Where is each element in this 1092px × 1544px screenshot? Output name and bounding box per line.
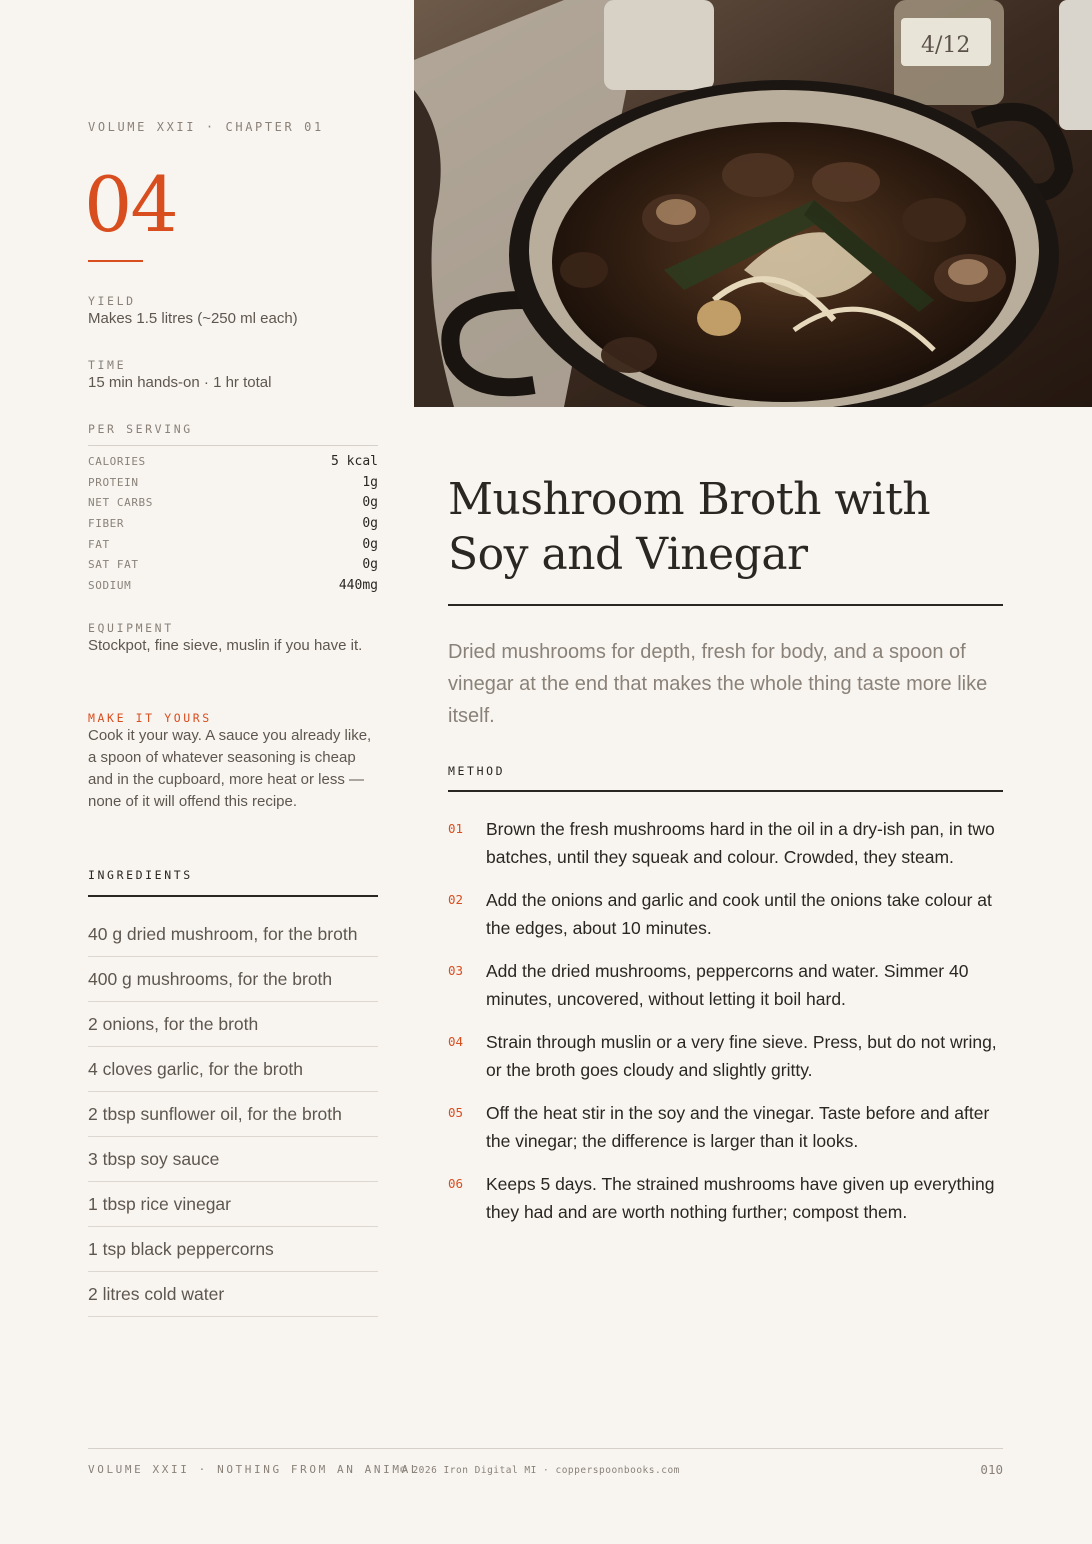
accent-rule [88, 260, 143, 262]
nutrition-name: FAT [88, 537, 110, 551]
method-step [448, 816, 1003, 871]
hero-photo [414, 0, 1092, 407]
method-step [448, 958, 1003, 1013]
nutrition-value: 0g [362, 536, 378, 552]
nutrition-value: 440mg [338, 578, 378, 594]
method-steps [448, 816, 1003, 1242]
method-heading: METHOD [448, 764, 506, 778]
method-rule [448, 790, 1003, 792]
equipment-label: EQUIPMENT [88, 621, 174, 635]
step-number: 03 [448, 963, 464, 978]
step-text: Add the dried mushrooms, peppercorns and water. Simmer 40 minutes, uncovered, without letting it boil hard. [486, 961, 969, 1009]
make-it-yours-block [88, 711, 378, 813]
make-it-yours-label: MAKE IT YOURS [88, 711, 212, 725]
ingredients-list [88, 897, 378, 1317]
nutrition-value: 0g [362, 557, 378, 573]
nutrition-name: SAT FAT [88, 558, 139, 572]
nutrition-row [88, 557, 378, 578]
step-text: Keeps 5 days. The strained mushrooms have given up everything they had and are worth nothing further; compost them. [486, 1174, 995, 1222]
ingredient-item: 40 g dried mushroom, for the broth [88, 897, 378, 957]
step-text: Off the heat stir in the soy and the vinegar. Taste before and after the vinegar; the difference is larger than it looks. [486, 1103, 990, 1151]
nutrition-name: NET CARBS [88, 496, 154, 510]
step-number: 04 [448, 1034, 464, 1049]
step-number: 01 [448, 821, 464, 836]
make-it-yours-text: Cook it your way. A sauce you already like, a spoon of whatever seasoning is cheap and in the cupboard, more heat or less — none of it will offend this recipe. [88, 727, 372, 810]
title-rule [448, 604, 1003, 606]
equipment-block [88, 621, 378, 657]
nutrition-name: PROTEIN [88, 475, 139, 489]
nutrition-row [88, 475, 378, 496]
method-step [448, 1029, 1003, 1084]
jar-label: 4/12 [921, 33, 971, 58]
method-step [448, 1171, 1003, 1226]
nutrition-value: 1g [362, 474, 378, 490]
yield-block [88, 294, 378, 330]
ingredient-item: 4 cloves garlic, for the broth [88, 1047, 378, 1092]
time-label: TIME [88, 358, 127, 372]
equipment-value: Stockpot, fine sieve, muslin if you have it. [88, 637, 363, 654]
ingredient-item: 1 tsp black peppercorns [88, 1227, 378, 1272]
ingredient-item: 3 tbsp soy sauce [88, 1137, 378, 1182]
method-step [448, 887, 1003, 942]
nutrition-value: 0g [362, 495, 378, 511]
ingredient-item: 2 tbsp sunflower oil, for the broth [88, 1092, 378, 1137]
ingredient-item: 1 tbsp rice vinegar [88, 1182, 378, 1227]
time-block [88, 358, 378, 394]
time-value: 15 min hands-on · 1 hr total [88, 374, 272, 391]
nutrition-name: FIBER [88, 517, 125, 531]
ingredient-item: 400 g mushrooms, for the broth [88, 957, 378, 1002]
method-step [448, 1100, 1003, 1155]
ingredients-heading: INGREDIENTS [88, 868, 193, 882]
footer-volume: VOLUME XXII · NOTHING FROM AN ANIMAL [88, 1463, 421, 1476]
footer-copyright: © 2026 Iron Digital MI · copperspoonbooks.com [400, 1465, 680, 1476]
page-number: 010 [980, 1462, 1003, 1477]
broth-pot-image [414, 0, 1092, 407]
recipe-title: Mushroom Broth with Soy and Vinegar [448, 474, 931, 580]
ingredient-item: 2 litres cold water [88, 1272, 378, 1317]
nutrition-divider [88, 445, 378, 446]
nutrition-row [88, 454, 378, 475]
step-text: Brown the fresh mushrooms hard in the oil in a dry-ish pan, in two batches, until they squeak and colour. Crowded, they steam. [486, 819, 995, 867]
step-text: Add the onions and garlic and cook until the onions take colour at the edges, about 10 minutes. [486, 890, 992, 938]
per-serving-label: PER SERVING [88, 422, 193, 436]
step-number: 05 [448, 1105, 464, 1120]
chapter-number: 04 [84, 160, 177, 249]
footer-rule [88, 1448, 1003, 1449]
nutrition-row [88, 516, 378, 537]
step-text: Strain through muslin or a very fine sieve. Press, but do not wring, or the broth goes cloudy and slightly gritty. [486, 1032, 997, 1080]
nutrition-block [88, 422, 378, 599]
step-number: 02 [448, 892, 464, 907]
nutrition-name: SODIUM [88, 579, 132, 593]
recipe-intro: Dried mushrooms for depth, fresh for body, and a spoon of vinegar at the end that makes the whole thing taste more like itself. [448, 641, 988, 727]
nutrition-value: 5 kcal [331, 454, 378, 469]
nutrition-row [88, 578, 378, 599]
nutrition-name: CALORIES [88, 455, 146, 468]
yield-value: Makes 1.5 litres (~250 ml each) [88, 310, 298, 327]
nutrition-row [88, 537, 378, 558]
nutrition-row [88, 495, 378, 516]
chapter-kicker: VOLUME XXII · CHAPTER 01 [88, 120, 324, 134]
ingredients-block [88, 868, 378, 1317]
ingredient-item: 2 onions, for the broth [88, 1002, 378, 1047]
step-number: 06 [448, 1176, 464, 1191]
yield-label: YIELD [88, 294, 136, 308]
nutrition-value: 0g [362, 516, 378, 532]
